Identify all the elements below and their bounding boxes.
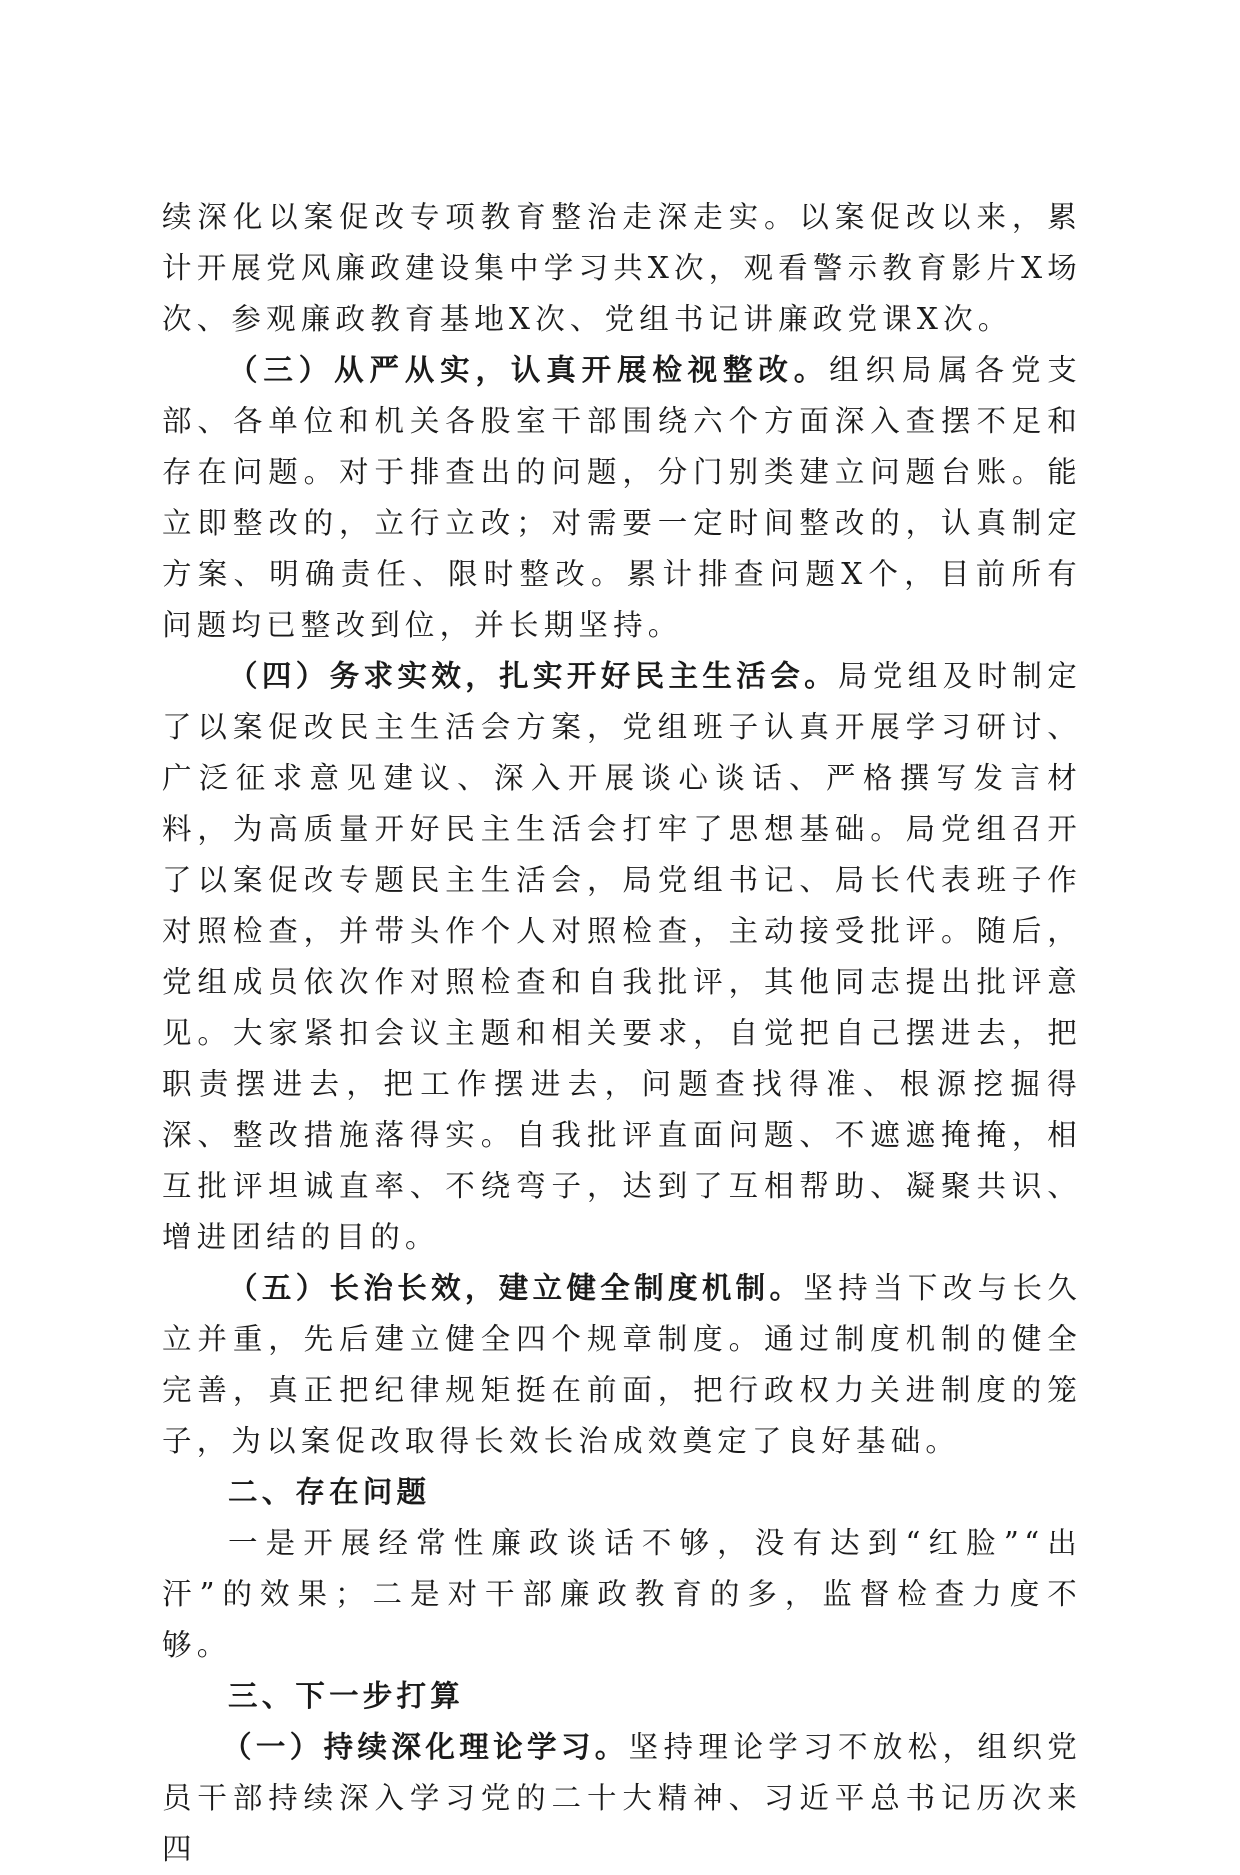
paragraph-lead: （四）务求实效，扎实开好民主生活会。 <box>228 659 838 693</box>
paragraph-continuation <box>162 192 1082 345</box>
paragraph-text: 一是开展经常性廉政谈话不够，没有达到“红脸”“出汗”的效果；二是对干部廉政教育的多，监督检查力度不够。 <box>162 1526 1082 1662</box>
section-heading-problems: 二、存在问题 <box>228 1475 431 1509</box>
paragraph-three <box>162 345 1082 651</box>
paragraph-text: 续深化以案促改专项教育整治走深走实。以案促改以来，累计开展党风廉政建设集中学习共X次，观看警示教育影片X场次、参观廉政教育基地X次、党组书记讲廉政党课X次。 <box>162 200 1082 336</box>
paragraph-problems <box>162 1518 1082 1671</box>
paragraph-five <box>162 1263 1082 1467</box>
paragraph-text: 坚持当下改与长久立并重，先后建立健全四个规章制度。通过制度机制的健全完善，真正把纪律规矩挺在前面，把行政权力关进制度的笼子，为以案促改取得长效长治成效奠定了良好基础。 <box>162 1271 1082 1458</box>
paragraph-lead: （三）从严从实，认真开展检视整改。 <box>228 353 830 387</box>
section-heading-next-steps: 三、下一步打算 <box>228 1679 464 1713</box>
document-body <box>162 192 1082 1875</box>
paragraph-four <box>162 651 1082 1263</box>
paragraph-text: 局党组及时制定了以案促改民主生活会方案，党组班子认真开展学习研讨、广泛征求意见建议、深入开展谈心谈话、严格撰写发言材料，为高质量开好民主生活会打牢了思想基础。局党组召开了以案促改专题民主生活会，局党组书记、局长代表班子作对照检查，并带头作个人对照检查，主动接受批评。随后，党组成员依次作对照检查和自我批评，其他同志提出批评意见。大家紧扣会议主题和相关要求，自觉把自己摆进去，把职责摆进去，把工作摆进去，问题查找得准、根源挖掘得深、整改措施落得实。自我批评直面问题、不遮遮掩掩，相互批评坦诚直率、不绕弯子，达到了互相帮助、凝聚共识、增进团结的目的。 <box>162 659 1082 1254</box>
paragraph-next-steps-one <box>162 1722 1082 1875</box>
paragraph-text: 组织局属各党支部、各单位和机关各股室干部围绕六个方面深入查摆不足和存在问题。对于排查出的问题，分门别类建立问题台账。能立即整改的，立行立改；对需要一定时间整改的，认真制定方案、明确责任、限时整改。累计排查问题X个，目前所有问题均已整改到位，并长期坚持。 <box>162 353 1083 642</box>
paragraph-lead: （五）长治长效，建立健全制度机制。 <box>228 1271 804 1305</box>
paragraph-text: 坚持理论学习不放松，组织党员干部持续深入学习党的二十大精神、习近平总书记历次来四 <box>162 1730 1082 1866</box>
paragraph-lead: （一）持续深化理论学习。 <box>222 1730 629 1764</box>
